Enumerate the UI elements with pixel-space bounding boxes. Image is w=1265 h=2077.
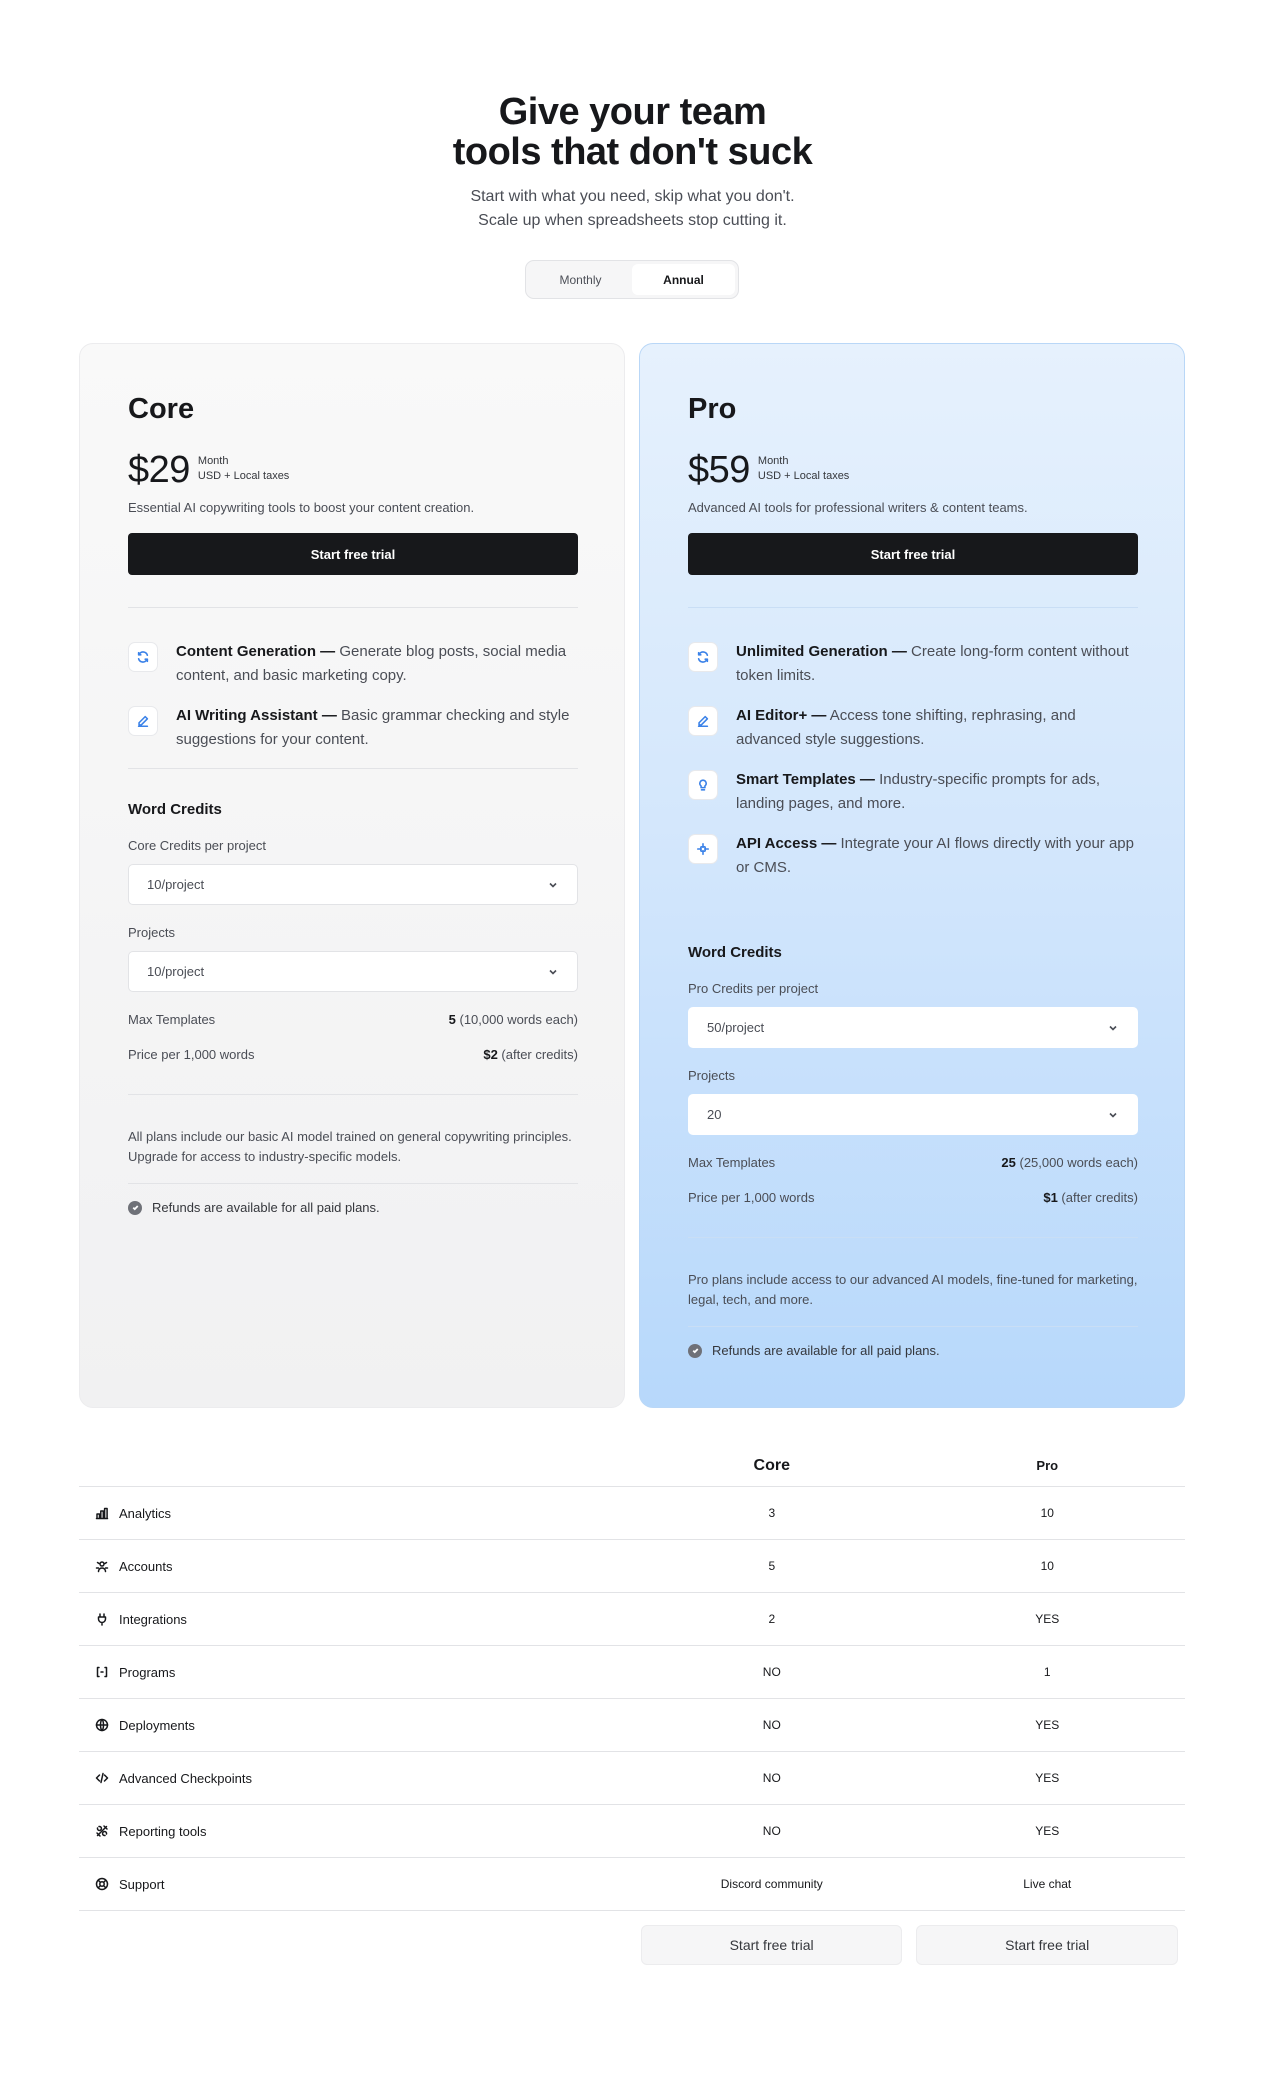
chevron-down-icon [547,879,559,891]
max-templates-row: Max Templates 25 (25,000 words each) [688,1155,1138,1170]
table-row: Programs NO 1 [79,1646,1185,1699]
table-row: Accounts 5 10 [79,1540,1185,1593]
table-header [79,1445,1185,1487]
core-plan-card [79,343,625,1408]
start-trial-button[interactable]: Start free trial [128,533,578,575]
core-value: NO [762,1824,781,1838]
divider [128,1094,578,1095]
feature-item: AI Editor+ — Access tone shifting, rephrasing, and advanced style suggestions. [688,704,1138,752]
brackets-icon [95,1665,109,1679]
check-circle-icon [128,1201,142,1215]
feature-item: AI Writing Assistant — Basic grammar checking and style suggestions for your content. [128,704,578,752]
pro-value: YES [1035,1824,1060,1838]
price-per-words-row: Price per 1,000 words $2 (after credits) [128,1047,578,1062]
code-icon [95,1771,109,1785]
refresh-icon [128,642,158,672]
lightbulb-icon [688,770,718,800]
table-row: Support Discord community Live chat [79,1858,1185,1911]
core-value: NO [762,1665,781,1679]
column-header-core: Core [753,1456,790,1474]
table-footer [79,1925,1185,1965]
edit-icon [688,706,718,736]
table-row: Deployments NO YES [79,1699,1185,1752]
price-taxes: USD + Local taxes [757,470,850,482]
users-icon [95,1559,109,1573]
pro-value: YES [1035,1612,1060,1626]
hero [0,92,1265,233]
pro-plan-card [639,343,1185,1408]
divider [128,607,578,608]
core-value: 2 [768,1612,776,1626]
feature-item: Smart Templates — Industry-specific prompts for ads, landing pages, and more. [688,768,1138,816]
start-trial-button[interactable]: Start free trial [688,533,1138,575]
pro-value: 1 [1043,1665,1051,1679]
plan-description: Advanced AI tools for professional writers & content teams. [688,500,1028,515]
pro-value: YES [1035,1718,1060,1732]
price-period: Month [197,455,229,467]
plan-price: $59 [688,449,750,491]
chevron-down-icon [1107,1109,1119,1121]
credits-label: Core Credits per project [128,838,266,853]
projects-label: Projects [128,925,175,940]
page-title: Give your team tools that don't suck [452,91,813,173]
plan-note: All plans include our basic AI model trained on general copywriting principles. Upgrade for access to industry-specific models. [128,1129,572,1164]
bar-chart-icon [95,1506,109,1520]
core-value: NO [762,1718,781,1732]
support-icon [95,1877,109,1891]
table-row: Advanced Checkpoints NO YES [79,1752,1185,1805]
edit-icon [128,706,158,736]
plan-name: Pro [688,393,737,425]
projects-select[interactable]: 20 [688,1094,1138,1135]
core-value: 3 [768,1506,776,1520]
refund-notice: Refunds are available for all paid plans. [128,1200,578,1215]
feature-item: Content Generation — Generate blog posts, social media content, and basic marketing copy. [128,640,578,688]
plug-icon [95,1612,109,1626]
check-circle-icon [688,1344,702,1358]
max-templates-row: Max Templates 5 (10,000 words each) [128,1012,578,1027]
table-row: Integrations 2 YES [79,1593,1185,1646]
annual-option[interactable]: Annual [632,264,735,295]
refund-notice: Refunds are available for all paid plans. [688,1343,1138,1358]
plan-note: Pro plans include access to our advanced AI models, fine-tuned for marketing, legal, tech, and more. [688,1272,1138,1307]
core-value: 5 [768,1559,776,1573]
table-row: Reporting tools NO YES [79,1805,1185,1858]
pro-start-trial-button[interactable]: Start free trial [916,1925,1178,1965]
billing-toggle [525,260,739,299]
page-subtitle: Start with what you need, skip what you don't. Scale up when spreadsheets stop cutting it. [470,188,795,229]
chevron-down-icon [547,966,559,978]
core-value: Discord community [720,1877,823,1891]
core-start-trial-button[interactable]: Start free trial [641,1925,903,1965]
divider [128,768,578,769]
projects-label: Projects [688,1068,735,1083]
column-header-pro: Pro [1036,1458,1059,1473]
plan-price: $29 [128,449,190,491]
plan-description: Essential AI copywriting tools to boost your content creation. [128,500,475,515]
feature-item: API Access — Integrate your AI flows directly with your app or CMS. [688,832,1138,880]
api-icon [688,834,718,864]
divider [688,1237,1138,1238]
divider [688,607,1138,608]
monthly-option[interactable]: Monthly [559,272,602,287]
credits-select[interactable]: 10/project [128,864,578,905]
word-credits-title: Word Credits [128,801,222,818]
feature-item: Unlimited Generation — Create long-form content without token limits. [688,640,1138,688]
chevron-down-icon [1107,1022,1119,1034]
pro-value: YES [1035,1771,1060,1785]
plan-name: Core [128,393,195,425]
pro-value: 10 [1040,1506,1054,1520]
comparison-table [79,1445,1185,1965]
tools-icon [95,1824,109,1838]
globe-icon [95,1718,109,1732]
table-row: Analytics 3 10 [79,1487,1185,1540]
projects-select[interactable]: 10/project [128,951,578,992]
divider [128,1183,578,1184]
credits-select[interactable]: 50/project [688,1007,1138,1048]
refresh-icon [688,642,718,672]
credits-label: Pro Credits per project [688,981,819,996]
core-value: NO [762,1771,781,1785]
pro-value: 10 [1040,1559,1054,1573]
price-per-words-row: Price per 1,000 words $1 (after credits) [688,1190,1138,1205]
pro-value: Live chat [1023,1877,1072,1891]
word-credits-title: Word Credits [688,944,782,961]
price-taxes: USD + Local taxes [197,470,290,482]
divider [688,1326,1138,1327]
price-period: Month [757,455,789,467]
